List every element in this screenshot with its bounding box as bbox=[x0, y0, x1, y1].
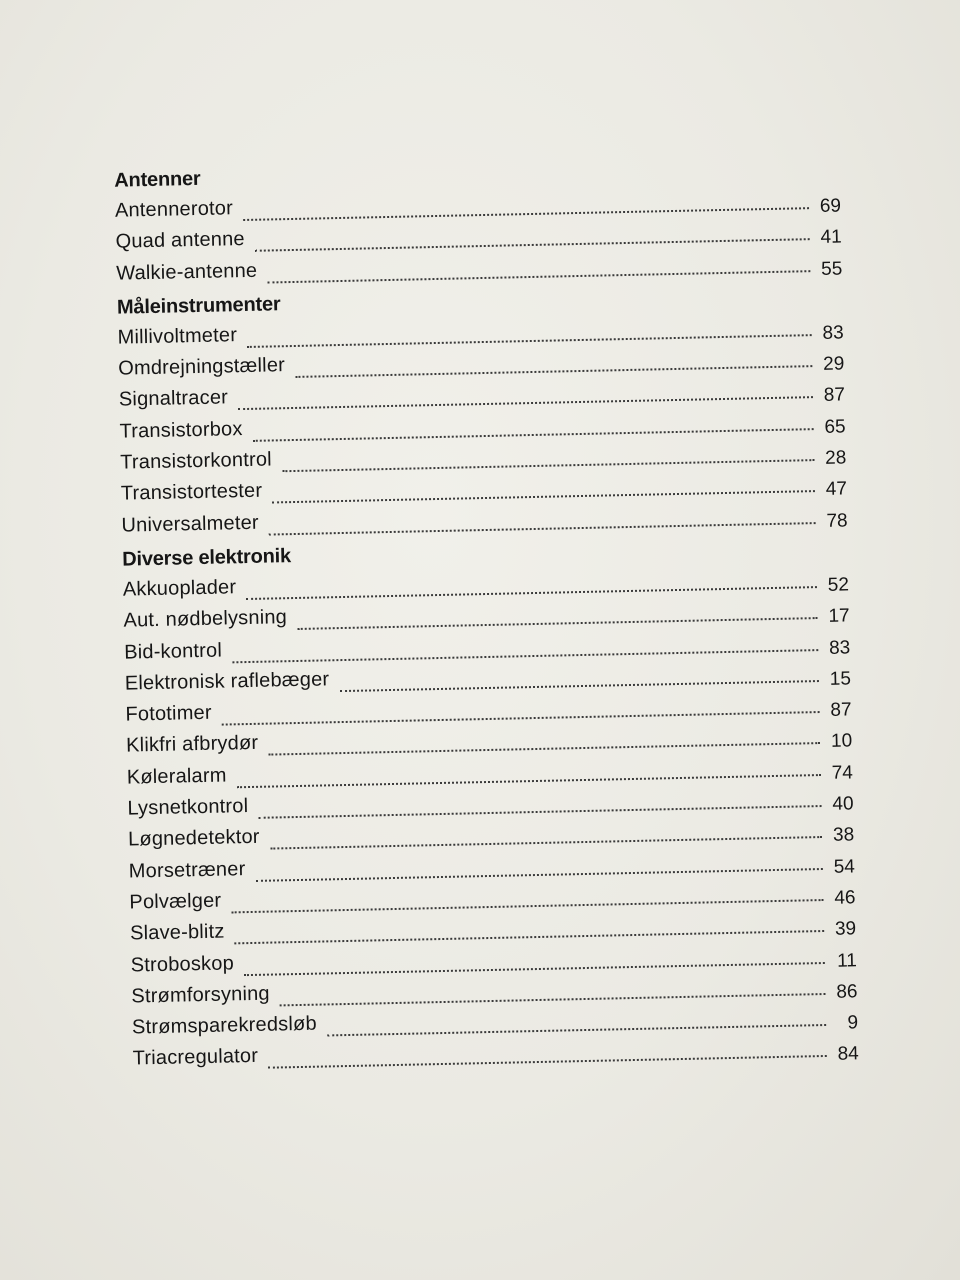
entry-label: Transistorbox bbox=[119, 417, 243, 443]
entry-page-number: 78 bbox=[826, 510, 848, 532]
entry-label: Stroboskop bbox=[130, 951, 235, 977]
entry-label: Omdrejningstæller bbox=[118, 354, 286, 380]
entry-page-number: 39 bbox=[834, 918, 857, 941]
entry-page-number: 87 bbox=[830, 699, 852, 721]
entry-label: Antennerotor bbox=[114, 197, 234, 222]
entry-page-number: 29 bbox=[822, 353, 845, 376]
entry-label: Transistortester bbox=[120, 480, 263, 506]
entry-page-number: 9 bbox=[847, 1012, 859, 1034]
section-title: Diverse elektronik bbox=[122, 545, 292, 571]
entry-page-number: 47 bbox=[825, 478, 848, 501]
entry-page-number: 54 bbox=[833, 855, 856, 878]
entry-label: Aut. nødbelysning bbox=[123, 606, 288, 632]
entry-label: Morsetræner bbox=[128, 857, 246, 883]
entry-label: Akkuoplader bbox=[122, 576, 237, 601]
entry-page-number: 17 bbox=[828, 605, 850, 628]
section-title: Antenner bbox=[114, 167, 201, 192]
entry-label: Strømforsyning bbox=[131, 982, 270, 1008]
entry-page-number: 11 bbox=[836, 949, 858, 972]
entry-label: Slave-blitz bbox=[129, 920, 225, 945]
entry-page-number: 65 bbox=[824, 416, 846, 438]
entry-page-number: 38 bbox=[832, 824, 855, 847]
dot-leader bbox=[268, 1055, 826, 1069]
table-of-contents bbox=[100, 151, 859, 1076]
entry-page-number: 83 bbox=[828, 636, 851, 659]
entry-label: Signaltracer bbox=[118, 386, 229, 412]
entry-page-number: 86 bbox=[836, 981, 858, 1003]
entry-page-number: 52 bbox=[827, 574, 850, 596]
entry-page-number: 46 bbox=[834, 887, 856, 909]
entry-label: Elektronisk raflebæger bbox=[124, 668, 330, 695]
entry-label: Klikfri afbrydør bbox=[125, 732, 259, 758]
entry-label: Strømsparekredsløb bbox=[131, 1012, 318, 1039]
entry-label: Quad antenne bbox=[115, 228, 245, 253]
entry-page-number: 84 bbox=[837, 1043, 859, 1066]
section-antenner bbox=[100, 151, 842, 290]
entry-page-number: 41 bbox=[820, 226, 842, 249]
section-diverse-elektronik bbox=[108, 529, 859, 1075]
entry-label: Bid-kontrol bbox=[123, 639, 223, 664]
entry-label: Millivoltmeter bbox=[117, 324, 238, 349]
entry-label: Universalmeter bbox=[121, 511, 260, 537]
entry-page-number: 40 bbox=[832, 793, 854, 815]
entry-page-number: 55 bbox=[820, 258, 843, 280]
entry-label: Løgnedetektor bbox=[127, 826, 260, 851]
entry-label: Walkie-antenne bbox=[116, 259, 258, 285]
entry-page-number: 15 bbox=[829, 668, 852, 690]
entry-page-number: 69 bbox=[819, 195, 842, 217]
entry-page-number: 74 bbox=[831, 762, 854, 784]
entry-label: Polvælger bbox=[129, 889, 222, 914]
entry-label: Transistorkontrol bbox=[119, 448, 273, 474]
entry-page-number: 83 bbox=[822, 322, 844, 344]
section-maaleinstrumenter bbox=[103, 277, 848, 542]
entry-label: Lysnetkontrol bbox=[127, 795, 249, 820]
entry-page-number: 87 bbox=[823, 384, 846, 407]
entry-label: Fototimer bbox=[125, 701, 212, 726]
entry-page-number: 10 bbox=[830, 730, 853, 753]
entry-label: Triacregulator bbox=[132, 1045, 259, 1070]
entry-page-number: 28 bbox=[824, 447, 847, 469]
section-title: Måleinstrumenter bbox=[116, 293, 281, 319]
entry-label: Køleralarm bbox=[126, 764, 227, 789]
